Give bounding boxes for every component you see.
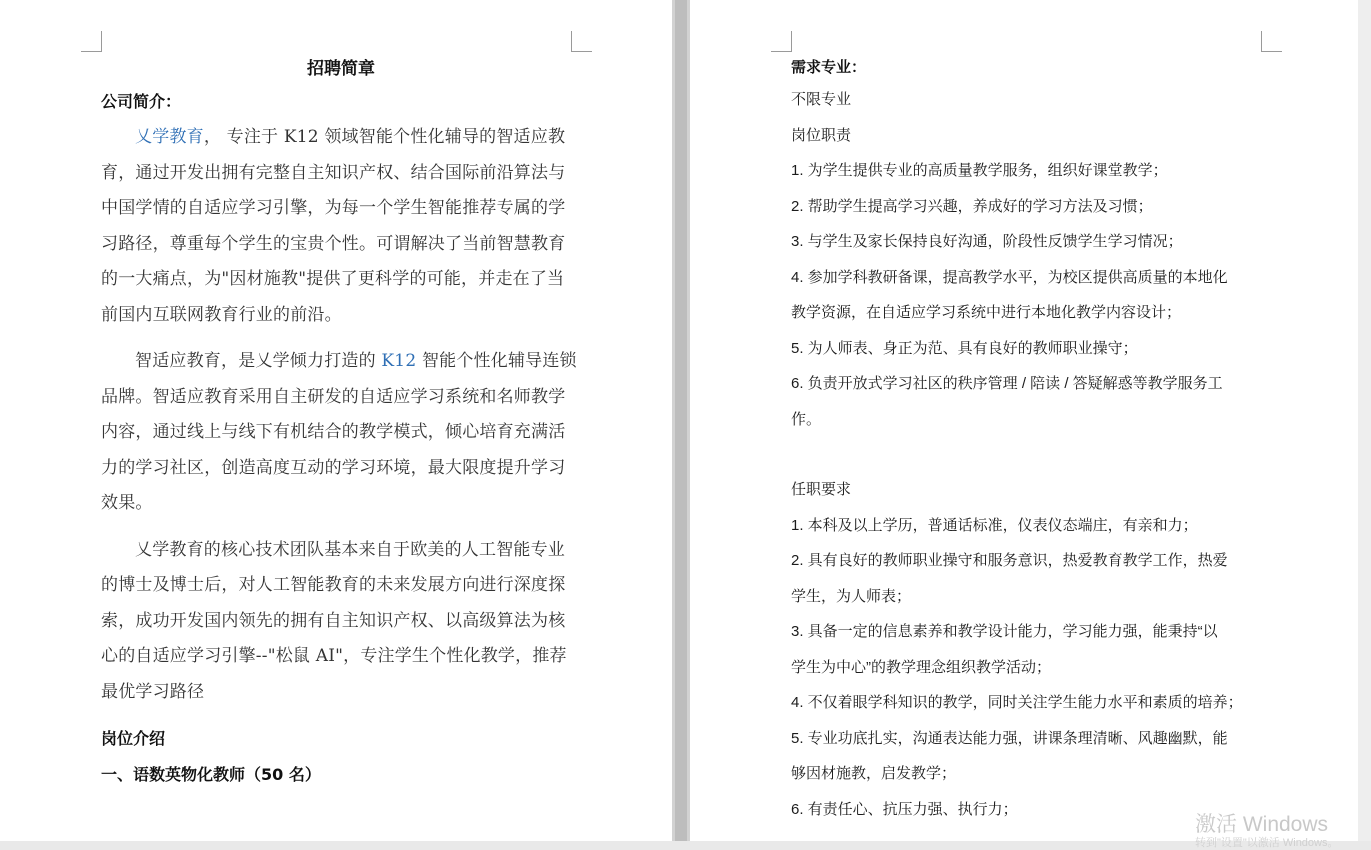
requirement-line: 学生，为人师表； [791, 587, 912, 605]
brand-name: 乂学教育 [135, 127, 204, 147]
duty-line: 4. 参加学科教研备课，提高教学水平，为校区提供高质量的本地化 [791, 268, 1228, 286]
document-title: 招聘简章 [307, 59, 375, 79]
duty-line: 2. 帮助学生提高学习兴趣，养成好的学习方法及习惯； [791, 197, 1153, 215]
requirement-line: 学生为中心”的教学理念组织教学活动； [791, 658, 1051, 676]
requirement-line: 6. 有责任心、抗压力强、执行力； [791, 800, 1018, 818]
company-intro-heading: 公司简介： [101, 92, 182, 111]
margin-corner-top-left [81, 31, 102, 52]
company-intro-paragraph-2 [101, 344, 581, 522]
activate-windows-subtext: 转到"设置"以激活 Windows。 [1195, 837, 1339, 849]
company-intro-paragraph-1 [101, 120, 581, 333]
requirement-line: 2. 具有良好的教师职业操守和服务意识，热爱教育教学工作，热爱 [791, 552, 1228, 569]
margin-corner-top-right [1261, 31, 1282, 52]
duty-line: 1. 为学生提供专业的高质量教学服务，组织好课堂教学； [791, 162, 1168, 179]
window-edge [1358, 0, 1371, 841]
company-intro-paragraph-3: 乂学教育的核心技术团队基本来自于欧美的人工智能专业的博士及博士后，对人工智能教育的未来发展方向进行深度探索，成功开发国内领先的拥有自主知识产权、以高级算法为核心的自适应学习引擎--"松鼠 AI"，专注学生个性化教学，推荐最优学习路径 [101, 539, 567, 702]
requirements-heading: 任职要求 [791, 481, 852, 498]
duty-line: 教学资源，在自适应学习系统中进行本地化教学内容设计； [791, 304, 1182, 321]
position-intro-heading: 岗位介绍 [101, 729, 166, 748]
requirement-line: 3. 具备一定的信息素养和教学设计能力，学习能力强，能秉持“以 [791, 623, 1218, 640]
paragraph-2-text-b: 智能个性化辅导连锁品牌。智适应教育采用自主研发的自适应学习系统和名师教学内容，通过线上与线下有机结合的教学模式，倾心培育充满活力的学习社区，创造高度互动的学习环境，最大限度提升学习效果。 [101, 351, 577, 513]
requirement-line: 够因材施教，启发教学； [791, 765, 957, 782]
document-page-right [690, 0, 1358, 841]
k12-label: K12 [381, 351, 417, 371]
right-page-content [791, 54, 1271, 827]
duty-line: 作。 [791, 410, 822, 428]
document-page-left [0, 0, 672, 841]
duty-line: 5. 为人师表、身正为范、具有良好的教师职业操守； [791, 339, 1138, 357]
duty-line: 6. 负责开放式学习社区的秩序管理 / 陪读 / 答疑解惑等教学服务工 [791, 375, 1223, 392]
page-gutter-shadow [675, 0, 687, 841]
margin-corner-top-left [771, 31, 792, 52]
paragraph-1-text: ， 专注于 K12 领域智能个性化辅导的智适应教育，通过开发出拥有完整自主知识产权、结合国际前沿算法与中国学情的自适应学习引擎，为每一个学生智能推荐专属的学习路径，尊重每个学生的宝贵个性。可谓解决了当前智慧教育的一大痛点，为"因材施教"提供了更科学的可能，并走在了当前国内互联网教育行业的前沿。 [101, 127, 566, 325]
major-value: 不限专业 [791, 91, 852, 108]
duties-heading: 岗位职责 [791, 126, 852, 144]
position-1-heading: 一、语数英物化教师（50 名） [101, 765, 321, 784]
left-page-content [101, 54, 581, 793]
paragraph-2-text-a: 智适应教育，是乂学倾力打造的 [135, 351, 382, 371]
margin-corner-top-right [571, 31, 592, 52]
requirement-line: 5. 专业功底扎实，沟通表达能力强，讲课条理清晰、风趣幽默，能 [791, 729, 1228, 747]
activate-windows-watermark: 激活 Windows [1195, 813, 1329, 836]
requirement-line: 1. 本科及以上学历，普通话标准，仪表仪态端庄，有亲和力； [791, 516, 1198, 534]
major-heading: 需求专业： [791, 59, 867, 76]
duty-line: 3. 与学生及家长保持良好沟通，阶段性反馈学生学习情况； [791, 233, 1183, 250]
requirement-line: 4. 不仅着眼学科知识的教学，同时关注学生能力水平和素质的培养； [791, 694, 1243, 711]
